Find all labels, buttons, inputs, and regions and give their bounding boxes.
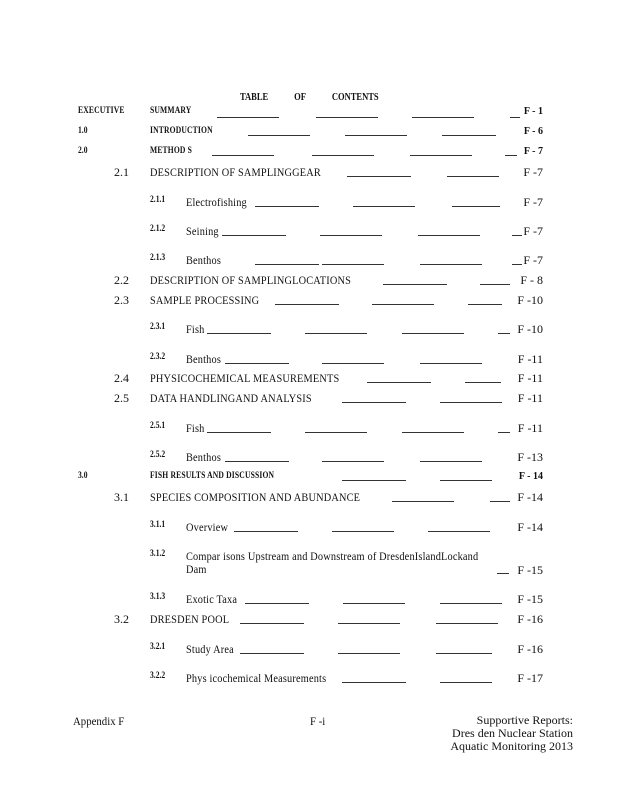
dot-leader bbox=[225, 363, 289, 364]
dot-leader bbox=[420, 363, 482, 364]
toc-page-number: F -14 bbox=[517, 490, 543, 504]
dot-leader bbox=[498, 432, 510, 433]
toc-entry-title: DESCRIPTION OF SAMPLINGLOCATIONS bbox=[150, 273, 352, 287]
toc-entry-number: 3.1 bbox=[114, 490, 129, 504]
toc-entry-title: Benthos bbox=[186, 352, 222, 366]
dot-leader bbox=[353, 206, 415, 207]
toc-entry-number: 3.2 bbox=[114, 612, 129, 626]
dot-leader bbox=[367, 382, 431, 383]
toc-entry-number: 3.0 bbox=[78, 471, 88, 481]
toc-page-number: F -7 bbox=[523, 253, 543, 267]
dot-leader bbox=[347, 176, 411, 177]
dot-leader bbox=[440, 682, 492, 683]
footer-page-number: F -i bbox=[310, 714, 326, 728]
toc-entry[interactable] bbox=[0, 549, 618, 577]
toc-entry[interactable] bbox=[0, 195, 618, 209]
toc-entry[interactable] bbox=[0, 520, 618, 534]
toc-entry-number: 2.5.1 bbox=[150, 421, 166, 431]
toc-entry[interactable] bbox=[0, 253, 618, 267]
toc-entry[interactable] bbox=[0, 391, 618, 405]
toc-entry-title: DATA HANDLINGAND ANALYSIS bbox=[150, 391, 312, 405]
dot-leader bbox=[225, 461, 289, 462]
dot-leader bbox=[372, 304, 434, 305]
toc-page-number: F - 1 bbox=[523, 106, 543, 117]
dot-leader bbox=[383, 284, 447, 285]
dot-leader bbox=[440, 603, 502, 604]
toc-entry-number: 2.1.2 bbox=[150, 224, 166, 234]
toc-entry-number: 2.0 bbox=[78, 146, 88, 156]
dot-leader bbox=[420, 461, 482, 462]
dot-leader bbox=[332, 531, 394, 532]
toc-page-number: F -17 bbox=[517, 671, 543, 685]
toc-page-number: F -7 bbox=[523, 195, 543, 209]
toc-entry[interactable] bbox=[0, 352, 618, 366]
toc-entry[interactable] bbox=[0, 671, 618, 685]
toc-entry[interactable] bbox=[0, 471, 618, 485]
toc-entry-title: Study Area bbox=[186, 642, 234, 656]
dot-leader bbox=[512, 264, 522, 265]
dot-leader bbox=[497, 573, 509, 574]
dot-leader bbox=[305, 432, 367, 433]
dot-leader bbox=[440, 402, 502, 403]
toc-entry-title: DESCRIPTION OF SAMPLINGGEAR bbox=[150, 165, 321, 179]
dot-leader bbox=[316, 117, 378, 118]
toc-entry-title: Seining bbox=[186, 224, 219, 238]
toc-entry[interactable] bbox=[0, 106, 618, 120]
toc-page-number: F -10 bbox=[517, 322, 543, 336]
toc-page-number: F -16 bbox=[517, 642, 543, 656]
dot-leader bbox=[512, 235, 522, 236]
toc-entry-number: 1.0 bbox=[78, 126, 88, 136]
toc-entry-title: Electrofishing bbox=[186, 195, 247, 209]
dot-leader bbox=[436, 653, 492, 654]
toc-page-number: F -11 bbox=[517, 352, 543, 366]
footer-report-line: Dres den Nuclear Station bbox=[452, 726, 573, 740]
dot-leader bbox=[428, 531, 490, 532]
toc-entry[interactable] bbox=[0, 126, 618, 140]
toc-entry[interactable] bbox=[0, 322, 618, 336]
dot-leader bbox=[480, 284, 510, 285]
dot-leader bbox=[248, 135, 310, 136]
dot-leader bbox=[418, 235, 480, 236]
footer-appendix-label: Appendix F bbox=[73, 714, 125, 728]
toc-entry-title: Fish bbox=[186, 421, 205, 435]
toc-entry[interactable] bbox=[0, 642, 618, 656]
footer-report-line: Supportive Reports: bbox=[476, 713, 573, 727]
toc-entry-title: PHYSICOCHEMICAL MEASUREMENTS bbox=[150, 371, 340, 385]
toc-entry[interactable] bbox=[0, 224, 618, 238]
dot-leader bbox=[320, 235, 382, 236]
toc-entry-number: 2.4 bbox=[114, 371, 129, 385]
dot-leader bbox=[436, 623, 498, 624]
dot-leader bbox=[412, 117, 474, 118]
toc-entry-title: Phys icochemical Measurements bbox=[186, 671, 327, 685]
toc-entry-title: FISH RESULTS AND DISCUSSION bbox=[150, 471, 275, 481]
toc-entry-number: 3.1.2 bbox=[150, 549, 166, 559]
toc-entry[interactable] bbox=[0, 612, 618, 626]
toc-entry[interactable] bbox=[0, 273, 618, 287]
toc-entry-title: Fish bbox=[186, 322, 205, 336]
toc-entry-number: 2.1.3 bbox=[150, 253, 166, 263]
toc-page-number: F - 8 bbox=[520, 273, 543, 287]
toc-entry-title: Compar isons Upstream and Downstream of DresdenIslandLockand bbox=[186, 549, 479, 563]
toc-entry-number: 3.2.2 bbox=[150, 671, 166, 681]
toc-entry-title: Overview bbox=[186, 520, 229, 534]
toc-entry-number: 2.2 bbox=[114, 273, 129, 287]
toc-page-number: F -13 bbox=[517, 450, 543, 464]
dot-leader bbox=[312, 155, 374, 156]
toc-entry-title-continued: Dam bbox=[186, 562, 207, 576]
dot-leader bbox=[465, 382, 501, 383]
toc-entry-number: 3.1.3 bbox=[150, 592, 166, 602]
toc-page-number: F -15 bbox=[517, 592, 543, 606]
dot-leader bbox=[345, 135, 407, 136]
dot-leader bbox=[240, 653, 304, 654]
toc-entry[interactable] bbox=[0, 592, 618, 606]
dot-leader bbox=[342, 682, 406, 683]
toc-page-number: F -16 bbox=[517, 612, 543, 626]
toc-entry[interactable] bbox=[0, 421, 618, 435]
dot-leader bbox=[305, 333, 367, 334]
dot-leader bbox=[510, 117, 520, 118]
toc-entry-title: SAMPLE PROCESSING bbox=[150, 293, 260, 307]
toc-page-number: F -15 bbox=[517, 563, 543, 577]
toc-page-number: F -7 bbox=[523, 165, 543, 179]
dot-leader bbox=[342, 480, 406, 481]
footer-report-info bbox=[450, 714, 573, 753]
toc-entry-number: 2.3.2 bbox=[150, 352, 166, 362]
toc-page-number: F - 14 bbox=[518, 471, 543, 482]
dot-leader bbox=[212, 155, 274, 156]
dot-leader bbox=[342, 402, 406, 403]
toc-title bbox=[240, 92, 402, 103]
toc-entry-title: Benthos bbox=[186, 253, 222, 267]
dot-leader bbox=[420, 264, 482, 265]
dot-leader bbox=[322, 363, 384, 364]
toc-entry-number: EXECUTIVE bbox=[78, 106, 125, 116]
toc-entry[interactable] bbox=[0, 165, 618, 179]
toc-page-number: F -11 bbox=[517, 421, 543, 435]
dot-leader bbox=[402, 333, 464, 334]
dot-leader bbox=[245, 603, 309, 604]
toc-entry-number: 2.5 bbox=[114, 391, 129, 405]
dot-leader bbox=[498, 333, 510, 334]
toc-page-number: F -11 bbox=[517, 371, 543, 385]
dot-leader bbox=[234, 531, 298, 532]
dot-leader bbox=[240, 623, 304, 624]
toc-entry[interactable] bbox=[0, 450, 618, 464]
toc-page-number: F - 6 bbox=[523, 126, 543, 137]
dot-leader bbox=[207, 333, 271, 334]
toc-entry[interactable] bbox=[0, 371, 618, 385]
dot-leader bbox=[410, 155, 472, 156]
dot-leader bbox=[468, 304, 502, 305]
toc-entry-number: 2.1 bbox=[114, 165, 129, 179]
dot-leader bbox=[343, 603, 405, 604]
toc-entry-number: 2.3.1 bbox=[150, 322, 166, 332]
toc-entry-title: SUMMARY bbox=[150, 106, 192, 116]
dot-leader bbox=[447, 176, 499, 177]
dot-leader bbox=[255, 206, 319, 207]
dot-leader bbox=[255, 264, 319, 265]
dot-leader bbox=[217, 117, 279, 118]
toc-page-number: F -11 bbox=[517, 391, 543, 405]
toc-entry[interactable] bbox=[0, 293, 618, 307]
toc-entry-number: 2.1.1 bbox=[150, 195, 166, 205]
toc-entry-number: 3.1.1 bbox=[150, 520, 166, 530]
toc-title-word: OF bbox=[294, 92, 306, 103]
toc-entry-number: 2.5.2 bbox=[150, 450, 166, 460]
dot-leader bbox=[322, 264, 384, 265]
toc-title-word: TABLE bbox=[240, 92, 269, 103]
dot-leader bbox=[452, 206, 500, 207]
dot-leader bbox=[392, 501, 454, 502]
toc-page-number: F -14 bbox=[517, 520, 543, 534]
toc-entry-title: INTRODUCTION bbox=[150, 126, 213, 136]
toc-page-number: F - 7 bbox=[523, 146, 543, 157]
toc-entry-title: Benthos bbox=[186, 450, 222, 464]
toc-entry-title: DRESDEN POOL bbox=[150, 612, 230, 626]
toc-entry-number: 3.2.1 bbox=[150, 642, 166, 652]
dot-leader bbox=[442, 135, 496, 136]
dot-leader bbox=[402, 432, 464, 433]
dot-leader bbox=[440, 480, 492, 481]
toc-entry-title: METHOD S bbox=[150, 146, 193, 156]
toc-entry-number: 2.3 bbox=[114, 293, 129, 307]
dot-leader bbox=[322, 461, 384, 462]
toc-page-number: F -7 bbox=[523, 224, 543, 238]
toc-entry[interactable] bbox=[0, 146, 618, 160]
dot-leader bbox=[490, 501, 510, 502]
dot-leader bbox=[338, 653, 400, 654]
toc-entry-title: SPECIES COMPOSITION AND ABUNDANCE bbox=[150, 490, 361, 504]
footer-report-line: Aquatic Monitoring 2013 bbox=[450, 739, 573, 753]
dot-leader bbox=[222, 235, 286, 236]
dot-leader bbox=[505, 155, 517, 156]
dot-leader bbox=[338, 623, 400, 624]
dot-leader bbox=[275, 304, 339, 305]
toc-entry[interactable] bbox=[0, 490, 618, 504]
toc-page-number: F -10 bbox=[517, 293, 543, 307]
toc-title-word: CONTENTS bbox=[331, 92, 379, 103]
toc-entry-title: Exotic Taxa bbox=[186, 592, 238, 606]
dot-leader bbox=[207, 432, 271, 433]
